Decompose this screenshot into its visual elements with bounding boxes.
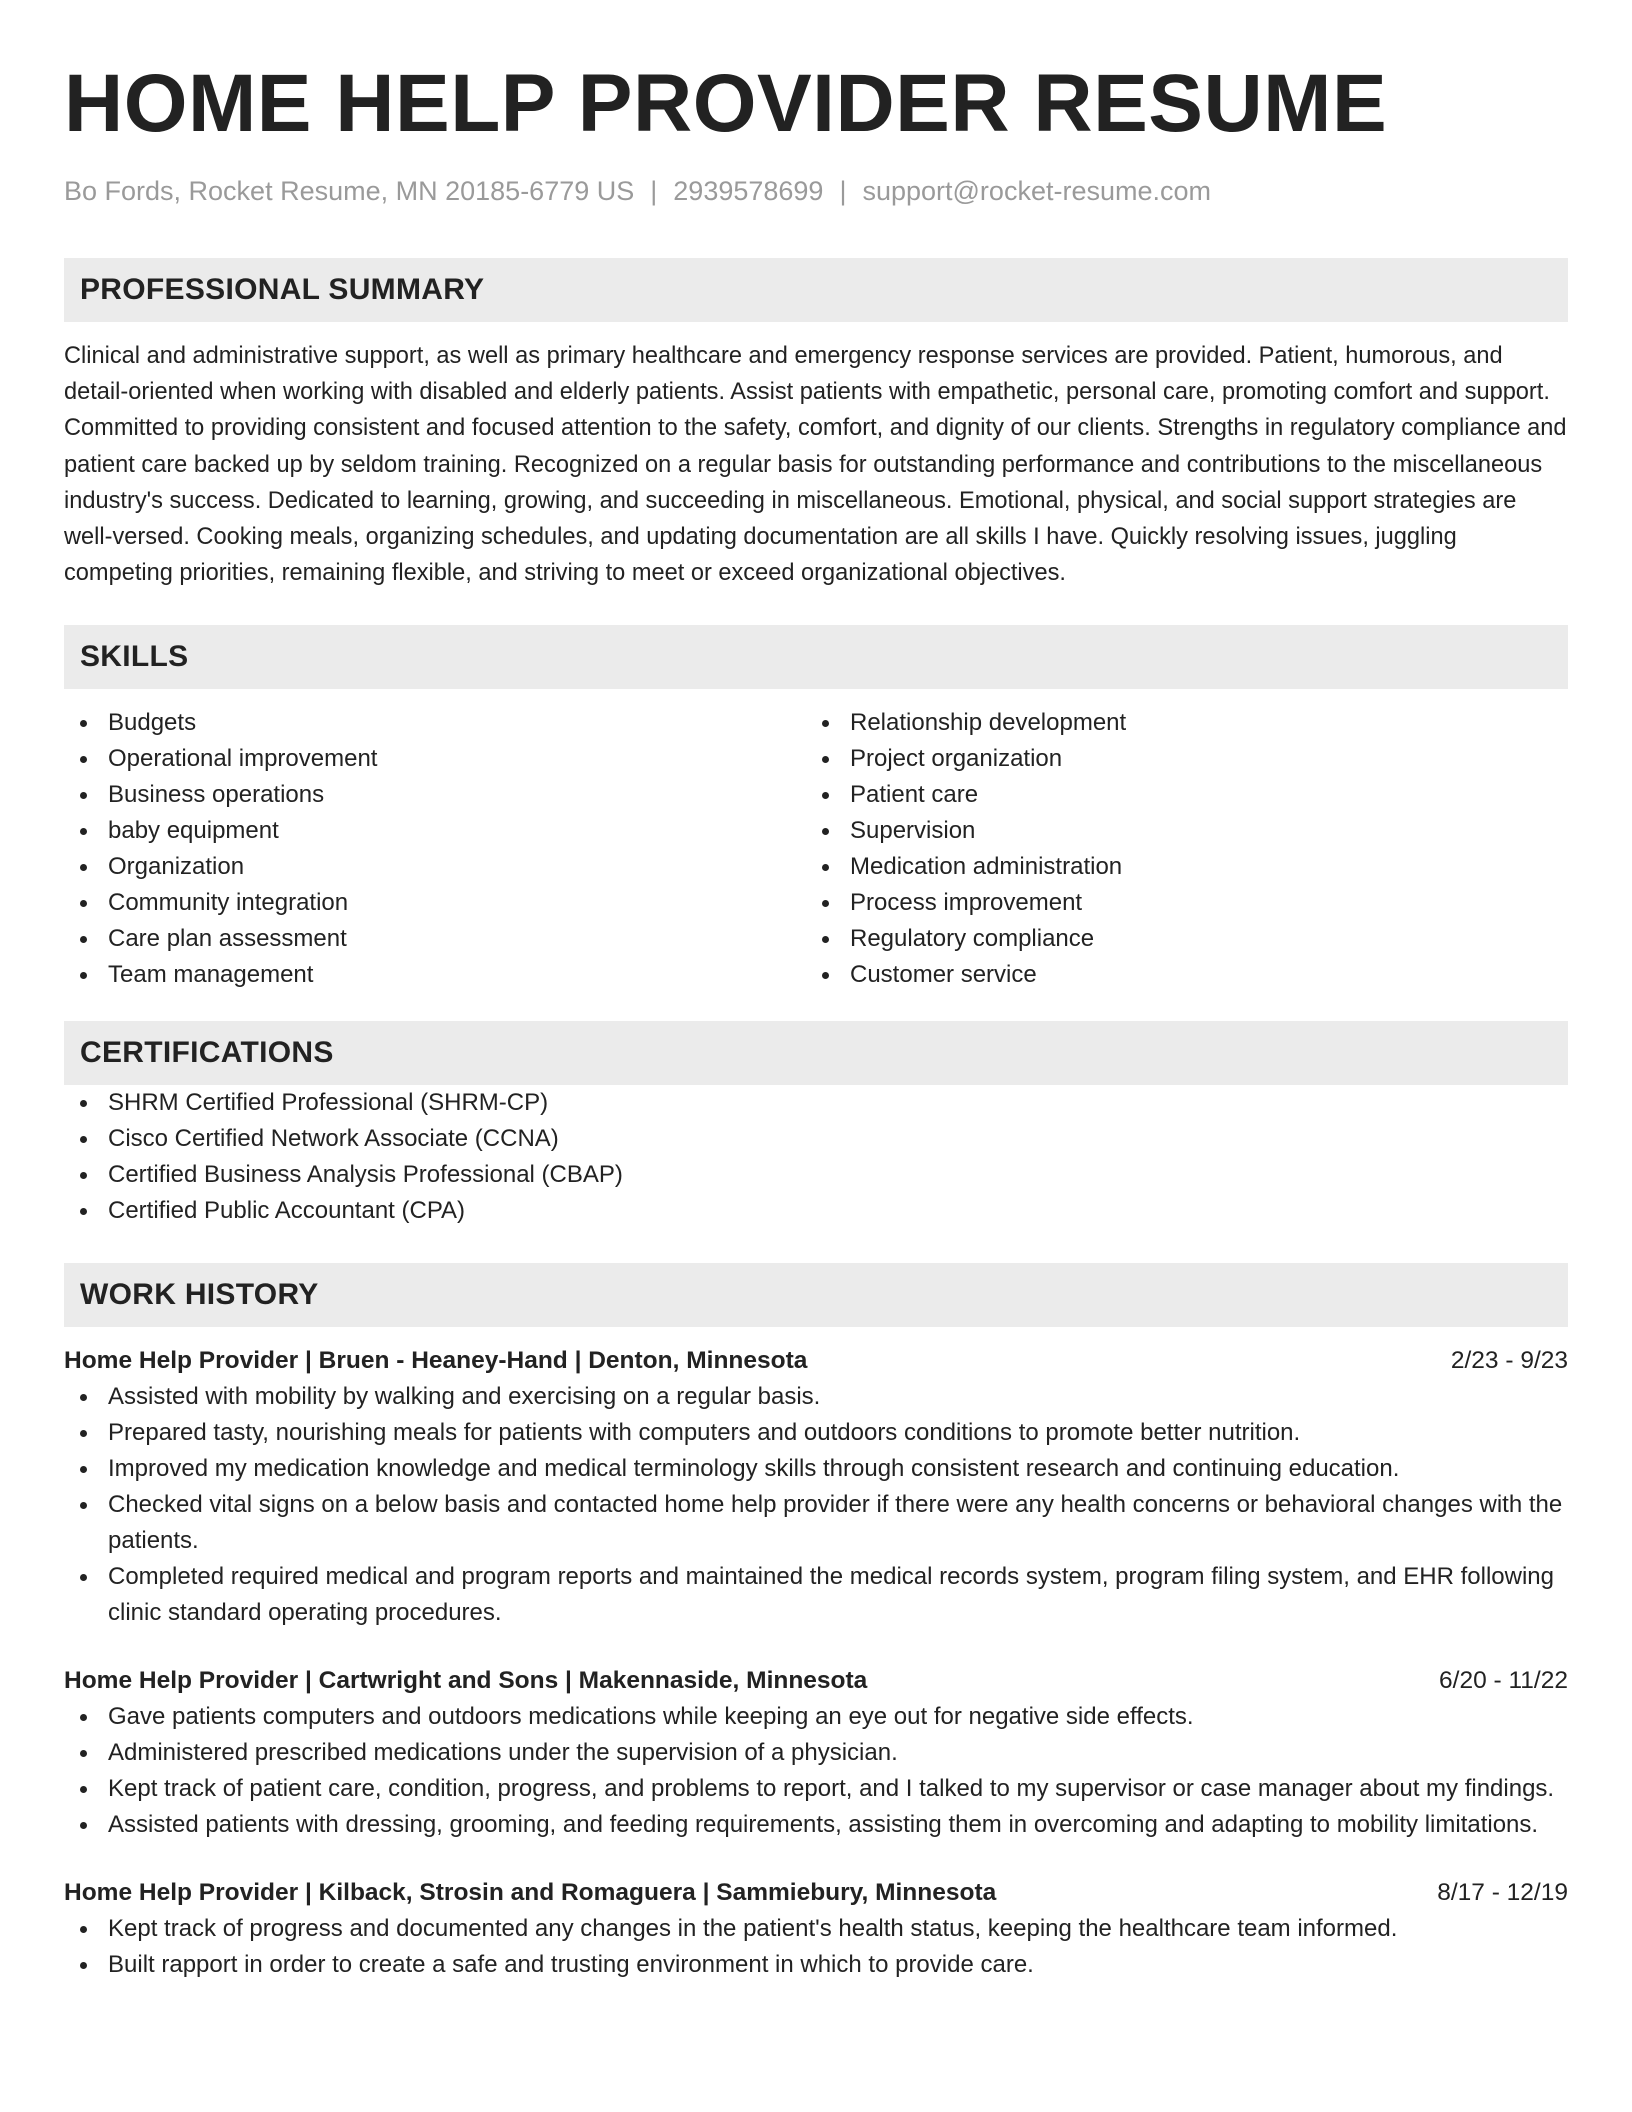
skills-columns	[64, 705, 1568, 993]
skills-list-right	[806, 705, 1548, 993]
section-heading-work-history: WORK HISTORY	[64, 1263, 1568, 1327]
job-duty-item: Built rapport in order to create a safe and trusting environment in which to provide care.	[64, 1947, 1568, 1983]
skill-item: Project organization	[806, 741, 1548, 777]
job-title: Home Help Provider | Cartwright and Sons | Makennaside, Minnesota	[64, 1667, 868, 1695]
job-duty-item: Kept track of patient care, condition, progress, and problems to report, and I talked to my supervisor or case manager about my findings.	[64, 1771, 1568, 1807]
skill-item: baby equipment	[64, 813, 806, 849]
certification-item: SHRM Certified Professional (SHRM-CP)	[64, 1085, 1568, 1121]
certification-item: Certified Business Analysis Professional (CBAP)	[64, 1157, 1568, 1193]
job-duty-item: Improved my medication knowledge and medical terminology skills through consistent research and continuing education.	[64, 1451, 1568, 1487]
job-entry	[64, 1343, 1568, 1631]
skill-item: Medication administration	[806, 849, 1548, 885]
job-duty-item: Gave patients computers and outdoors medications while keeping an eye out for negative side effects.	[64, 1699, 1568, 1735]
skill-item: Community integration	[64, 885, 806, 921]
contact-phone: 2939578699	[673, 176, 824, 206]
job-header	[64, 1663, 1568, 1699]
job-duties-list	[64, 1379, 1568, 1631]
skill-item: Team management	[64, 957, 806, 993]
job-duty-item: Prepared tasty, nourishing meals for patients with computers and outdoors conditions to promote better nutrition.	[64, 1415, 1568, 1451]
summary-text: Clinical and administrative support, as well as primary healthcare and emergency response services are provided. Patient, humorous, and detail-oriented when working with disabled and elderly patients. Assist patients with empathetic, personal care, promoting comfort and support. Committed to providing consistent and focused attention to the safety, comfort, and dignity of our clients. Strengths in regulatory compliance and patient care backed up by seldom training. Recognized on a regular basis for outstanding performance and contributions to the miscellaneous industry's success. Dedicated to learning, growing, and succeeding in miscellaneous. Emotional, physical, and social support strategies are well-versed. Cooking meals, organizing schedules, and updating documentation are all skills I have. Quickly resolving issues, juggling competing priorities, remaining flexible, and striving to meet or exceed organizational objectives.	[64, 343, 1567, 587]
job-duty-item: Kept track of progress and documented any changes in the patient's health status, keeping the healthcare team informed.	[64, 1911, 1568, 1947]
contact-line	[64, 174, 1568, 208]
certification-item: Cisco Certified Network Associate (CCNA)	[64, 1121, 1568, 1157]
skills-column-right	[806, 705, 1548, 993]
job-title: Home Help Provider | Kilback, Strosin and Romaguera | Sammiebury, Minnesota	[64, 1879, 997, 1907]
skill-item: Business operations	[64, 777, 806, 813]
skill-item: Relationship development	[806, 705, 1548, 741]
job-header	[64, 1875, 1568, 1911]
contact-address: Bo Fords, Rocket Resume, MN 20185-6779 US	[64, 176, 635, 206]
job-duty-item: Checked vital signs on a below basis and contacted home help provider if there were any health concerns or behavioral changes with the patients.	[64, 1487, 1568, 1559]
skill-item: Customer service	[806, 957, 1548, 993]
section-heading-certifications: CERTIFICATIONS	[64, 1021, 1568, 1085]
contact-separator: |	[839, 176, 847, 206]
skills-column-left	[64, 705, 806, 993]
job-duty-item: Completed required medical and program reports and maintained the medical records system, program filing system, and EHR following clinic standard operating procedures.	[64, 1559, 1568, 1631]
job-dates: 6/20 - 11/22	[1439, 1667, 1568, 1695]
skill-item: Supervision	[806, 813, 1548, 849]
skill-item: Organization	[64, 849, 806, 885]
skill-item: Care plan assessment	[64, 921, 806, 957]
skill-item: Patient care	[806, 777, 1548, 813]
work-history-list	[64, 1343, 1568, 1983]
skills-list-left	[64, 705, 806, 993]
certifications-list	[64, 1085, 1568, 1229]
job-header	[64, 1343, 1568, 1379]
job-duty-item: Administered prescribed medications under the supervision of a physician.	[64, 1735, 1568, 1771]
job-entry	[64, 1875, 1568, 1983]
job-duty-item: Assisted patients with dressing, grooming, and feeding requirements, assisting them in overcoming and adapting to mobility limitations.	[64, 1807, 1568, 1843]
job-dates: 2/23 - 9/23	[1450, 1347, 1568, 1375]
section-heading-summary: PROFESSIONAL SUMMARY	[64, 258, 1568, 322]
job-entry	[64, 1663, 1568, 1843]
page-title: HOME HELP PROVIDER RESUME	[64, 58, 1388, 149]
section-heading-skills: SKILLS	[64, 625, 1568, 689]
skill-item: Operational improvement	[64, 741, 806, 777]
contact-email: support@rocket-resume.com	[862, 176, 1211, 206]
job-dates: 8/17 - 12/19	[1437, 1879, 1568, 1907]
job-duties-list	[64, 1699, 1568, 1843]
skill-item: Process improvement	[806, 885, 1548, 921]
skill-item: Budgets	[64, 705, 806, 741]
job-duties-list	[64, 1911, 1568, 1983]
job-duty-item: Assisted with mobility by walking and exercising on a regular basis.	[64, 1379, 1568, 1415]
contact-separator: |	[650, 176, 658, 206]
job-title: Home Help Provider | Bruen - Heaney-Hand | Denton, Minnesota	[64, 1347, 808, 1375]
certification-item: Certified Public Accountant (CPA)	[64, 1193, 1568, 1229]
skill-item: Regulatory compliance	[806, 921, 1548, 957]
